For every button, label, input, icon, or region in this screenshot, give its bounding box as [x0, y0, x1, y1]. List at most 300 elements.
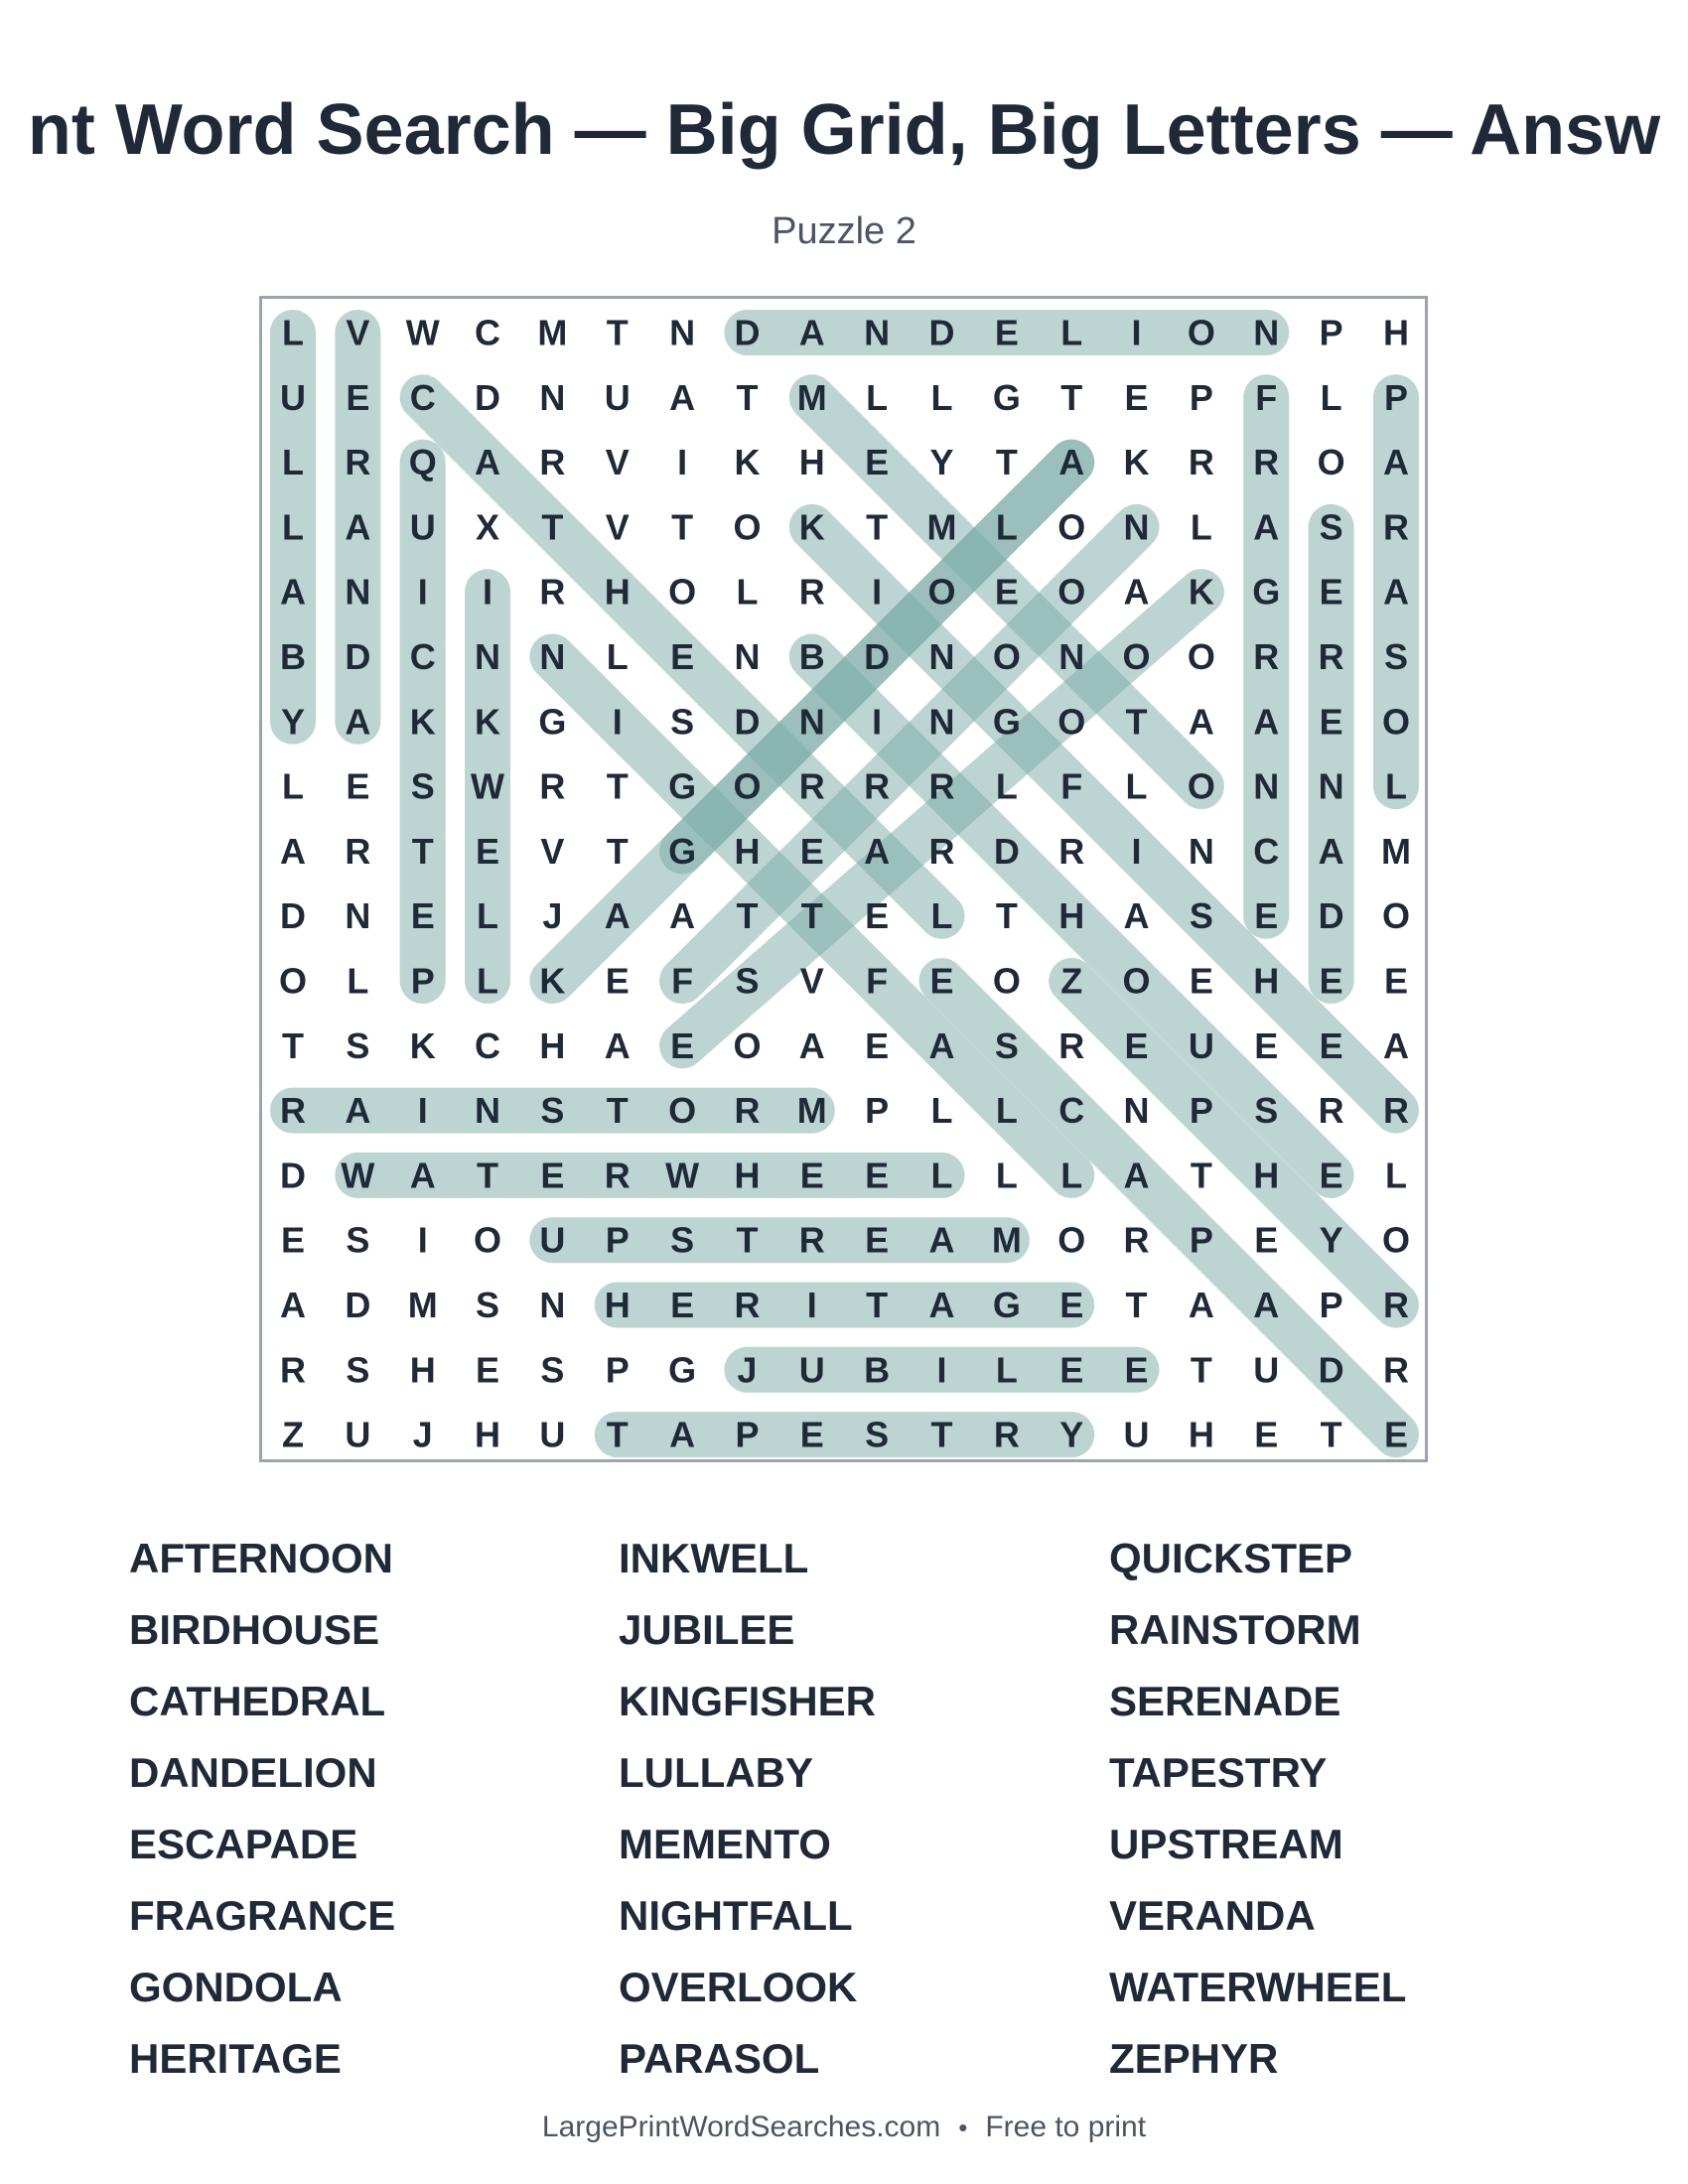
- grid-cell: K: [1123, 442, 1150, 483]
- word-list-item: KINGFISHER: [619, 1678, 877, 1724]
- grid-cell: U: [539, 1219, 566, 1261]
- grid-cell: R: [604, 1155, 631, 1196]
- grid-cell: G: [668, 830, 697, 872]
- grid-cell: S: [1383, 636, 1408, 677]
- grid-cell: G: [1252, 571, 1281, 613]
- grid-cell: U: [1188, 1024, 1214, 1066]
- grid-cell: M: [926, 506, 957, 548]
- grid-cell: I: [1131, 830, 1142, 872]
- grid-cell: U: [604, 376, 631, 418]
- grid-cell: A: [475, 442, 501, 483]
- grid-cell: D: [280, 895, 306, 937]
- grid-cell: U: [798, 1349, 825, 1391]
- grid-cell: I: [872, 701, 883, 743]
- grid-cell: A: [1123, 895, 1150, 937]
- grid-cell: H: [539, 1024, 566, 1066]
- grid-cell: A: [280, 830, 306, 872]
- grid-cell: E: [1383, 960, 1408, 1002]
- grid-cell: J: [542, 895, 563, 937]
- grid-cell: T: [606, 312, 629, 353]
- grid-cell: A: [669, 1414, 696, 1455]
- word-list-item: ESCAPADE: [129, 1821, 358, 1867]
- grid-cell: I: [483, 571, 493, 613]
- grid-cell: E: [1383, 1414, 1408, 1455]
- grid-cell: Z: [1060, 960, 1083, 1002]
- grid-cell: P: [1383, 376, 1408, 418]
- grid-cell: O: [992, 636, 1021, 677]
- grid-cell: R: [1123, 1219, 1150, 1261]
- word-list-item: NIGHTFALL: [619, 1892, 853, 1939]
- grid-cell: T: [606, 1090, 629, 1132]
- grid-cell: V: [799, 960, 824, 1002]
- grid-cell: F: [866, 960, 889, 1002]
- grid-cell: N: [345, 571, 371, 613]
- grid-cell: L: [1190, 506, 1212, 548]
- grid-cell: R: [280, 1349, 306, 1391]
- grid-cell: O: [733, 765, 762, 807]
- grid-cell: D: [1318, 1349, 1344, 1391]
- grid-cell: N: [734, 636, 761, 677]
- grid-cell: I: [806, 1285, 817, 1325]
- grid-cell: A: [928, 1024, 955, 1066]
- grid-cell: O: [1057, 1219, 1086, 1261]
- grid-cell: H: [734, 830, 761, 872]
- word-list-item: GONDOLA: [129, 1964, 343, 2010]
- grid-cell: T: [606, 830, 629, 872]
- grid-cell: F: [671, 960, 694, 1002]
- grid-cell: R: [734, 1285, 761, 1325]
- grid-cell: U: [1253, 1349, 1280, 1391]
- grid-cell: L: [1384, 765, 1407, 807]
- grid-cell: I: [417, 571, 428, 613]
- grid-cell: T: [606, 1414, 629, 1455]
- grid-cell: I: [417, 1219, 428, 1261]
- grid-cell: Y: [929, 442, 954, 483]
- word-list-item: JUBILEE: [619, 1606, 795, 1653]
- grid-cell: C: [475, 1024, 501, 1066]
- grid-cell: N: [1058, 636, 1085, 677]
- grid-cell: G: [538, 701, 567, 743]
- grid-cell: E: [1319, 1024, 1343, 1066]
- grid-cell: A: [604, 1024, 631, 1066]
- grid-cell: J: [737, 1349, 758, 1391]
- grid-cell: T: [541, 506, 564, 548]
- footer-note: Free to print: [985, 2111, 1147, 2143]
- grid-cell: D: [928, 312, 955, 353]
- grid-cell: E: [865, 895, 890, 937]
- grid-cell: B: [798, 636, 825, 677]
- grid-cell: A: [669, 376, 696, 418]
- grid-cell: K: [409, 701, 436, 743]
- grid-cell: P: [1189, 1090, 1213, 1132]
- grid-cell: O: [668, 1090, 697, 1132]
- grid-cell: N: [928, 636, 955, 677]
- grid-cell: O: [733, 506, 762, 548]
- grid-cell: H: [604, 571, 631, 613]
- grid-cell: E: [670, 1285, 695, 1325]
- grid-cell: L: [282, 312, 304, 353]
- grid-cell: A: [1253, 1285, 1280, 1325]
- grid-cell: E: [1254, 1414, 1279, 1455]
- grid-cell: N: [1188, 830, 1214, 872]
- grid-cell: U: [1123, 1414, 1150, 1455]
- grid-cell: A: [1253, 506, 1280, 548]
- grid-cell: H: [409, 1349, 436, 1391]
- grid-cell: F: [1060, 765, 1083, 807]
- grid-cell: A: [1382, 571, 1409, 613]
- grid-cell: W: [471, 765, 505, 807]
- grid-cell: H: [475, 1414, 501, 1455]
- grid-cell: M: [796, 376, 827, 418]
- grid-cell: A: [928, 1285, 955, 1325]
- grid-cell: M: [537, 312, 568, 353]
- grid-cell: L: [995, 1349, 1018, 1391]
- grid-cell: A: [669, 895, 696, 937]
- grid-cell: E: [1319, 1155, 1343, 1196]
- grid-cell: S: [735, 960, 760, 1002]
- grid-cell: T: [1060, 376, 1083, 418]
- grid-cell: A: [1188, 701, 1214, 743]
- grid-cell: D: [345, 1285, 371, 1325]
- grid-cell: A: [864, 830, 891, 872]
- grid-cell: P: [1319, 312, 1343, 353]
- grid-cell: E: [994, 571, 1019, 613]
- grid-cell: O: [1122, 960, 1151, 1002]
- grid-cell: Z: [282, 1414, 304, 1455]
- grid-cell: T: [866, 1285, 889, 1325]
- grid-cell: A: [1188, 1285, 1214, 1325]
- grid-cell: D: [734, 701, 761, 743]
- grid-cell: R: [928, 830, 955, 872]
- grid-cell: K: [798, 506, 825, 548]
- grid-cell: N: [798, 701, 825, 743]
- grid-cell: E: [280, 1219, 306, 1261]
- grid-cell: H: [734, 1155, 761, 1196]
- grid-cell: O: [1381, 1219, 1410, 1261]
- grid-cell: L: [1060, 312, 1083, 353]
- grid-cell: T: [671, 506, 694, 548]
- grid-cell: O: [1122, 636, 1151, 677]
- grid-cell: O: [927, 571, 956, 613]
- grid-cell: S: [540, 1090, 565, 1132]
- word-list-item: CATHEDRAL: [129, 1678, 386, 1724]
- grid-cell: P: [605, 1349, 630, 1391]
- grid-cell: A: [345, 701, 371, 743]
- grid-cell: C: [1058, 1090, 1085, 1132]
- grid-cell: T: [1125, 701, 1148, 743]
- grid-cell: A: [280, 571, 306, 613]
- grid-cell: O: [668, 571, 697, 613]
- grid-cell: K: [409, 1024, 436, 1066]
- grid-cell: A: [345, 1090, 371, 1132]
- grid-cell: O: [1381, 895, 1410, 937]
- grid-cell: A: [1253, 701, 1280, 743]
- grid-cell: V: [605, 506, 630, 548]
- grid-cell: R: [1188, 442, 1214, 483]
- grid-cell: A: [1382, 442, 1409, 483]
- word-list-item: UPSTREAM: [1109, 1821, 1343, 1867]
- grid-cell: R: [1382, 1285, 1409, 1325]
- grid-cell: K: [1188, 571, 1214, 613]
- grid-cell: E: [929, 960, 954, 1002]
- grid-cell: H: [604, 1285, 631, 1325]
- grid-cell: T: [606, 765, 629, 807]
- footer-site-link[interactable]: LargePrintWordSearches.com: [541, 2111, 941, 2143]
- grid-cell: L: [282, 442, 304, 483]
- grid-cell: G: [992, 701, 1021, 743]
- grid-cell: Y: [1059, 1414, 1084, 1455]
- grid-cell: T: [736, 895, 759, 937]
- grid-cell: C: [475, 312, 501, 353]
- grid-cell: H: [1188, 1414, 1214, 1455]
- grid-cell: R: [1318, 1090, 1344, 1132]
- grid-cell: S: [346, 1024, 370, 1066]
- grid-cell: S: [476, 1285, 500, 1325]
- word-list-item: SERENADE: [1109, 1678, 1341, 1724]
- grid-cell: G: [668, 1349, 697, 1391]
- word-list: [0, 1529, 1688, 2085]
- grid-cell: C: [409, 376, 436, 418]
- grid-cell: E: [1319, 701, 1343, 743]
- grid-cell: S: [865, 1414, 890, 1455]
- grid-cell: I: [872, 571, 883, 613]
- grid-cell: R: [864, 765, 891, 807]
- grid-cell: D: [475, 376, 501, 418]
- grid-cell: U: [409, 506, 436, 548]
- grid-cell: Q: [408, 442, 437, 483]
- grid-cell: R: [1382, 1090, 1409, 1132]
- grid-cell: A: [1382, 1024, 1409, 1066]
- grid-cell: H: [1382, 312, 1409, 353]
- grid-cell: E: [1254, 1024, 1279, 1066]
- grid-cell: T: [995, 895, 1018, 937]
- grid-cell: I: [936, 1349, 947, 1391]
- grid-cell: R: [1253, 442, 1280, 483]
- grid-cell: E: [670, 636, 695, 677]
- grid-cell: W: [665, 1155, 700, 1196]
- grid-cell: M: [407, 1285, 438, 1325]
- grid-cell: E: [799, 1155, 824, 1196]
- grid-cell: P: [865, 1090, 890, 1132]
- grid-cell: T: [736, 376, 759, 418]
- grid-cell: E: [1124, 1024, 1149, 1066]
- grid-cell: R: [993, 1414, 1020, 1455]
- grid-cell: D: [345, 636, 371, 677]
- grid-cell: A: [928, 1219, 955, 1261]
- grid-cell: A: [1123, 571, 1150, 613]
- grid-cell: E: [1124, 376, 1149, 418]
- grid-cell: E: [476, 830, 500, 872]
- grid-cell: P: [605, 1219, 630, 1261]
- grid-cell: O: [1057, 506, 1086, 548]
- grid-cell: V: [346, 312, 370, 353]
- grid-cell: E: [1059, 1349, 1084, 1391]
- grid-cell: O: [992, 960, 1021, 1002]
- grid-cell: O: [1187, 312, 1215, 353]
- grid-cell: I: [677, 442, 688, 483]
- grid-cell: T: [1125, 1285, 1148, 1325]
- grid-cell: A: [1058, 442, 1085, 483]
- grid-cell: N: [864, 312, 891, 353]
- grid-cell: C: [1253, 830, 1280, 872]
- grid-cell: A: [604, 895, 631, 937]
- grid-cell: R: [539, 442, 566, 483]
- word-list-item: MEMENTO: [619, 1821, 831, 1867]
- word-list-item: HERITAGE: [129, 2035, 342, 2082]
- grid-cell: S: [540, 1349, 565, 1391]
- grid-cell: E: [865, 442, 890, 483]
- grid-cell: A: [280, 1285, 306, 1325]
- grid-cell: S: [1319, 506, 1343, 548]
- word-list-column-3: [1109, 1529, 1586, 2101]
- grid-cell: P: [1319, 1285, 1343, 1325]
- grid-cell: L: [1060, 1155, 1083, 1196]
- word-list-item: LULLABY: [619, 1749, 813, 1796]
- grid-cell: T: [477, 1155, 499, 1196]
- grid-cell: N: [1123, 506, 1150, 548]
- grid-cell: L: [477, 960, 499, 1002]
- grid-cell: D: [993, 830, 1020, 872]
- word-list-column-1: [129, 1529, 606, 2101]
- grid-cell: R: [539, 571, 566, 613]
- word-list-item: OVERLOOK: [619, 1964, 858, 2010]
- grid-cell: E: [540, 1155, 565, 1196]
- grid-cell: U: [280, 376, 306, 418]
- grid-cell: N: [1253, 312, 1280, 353]
- grid-cell: M: [796, 1090, 827, 1132]
- grid-cell: R: [1058, 830, 1085, 872]
- grid-cell: T: [800, 895, 823, 937]
- grid-cell: E: [1254, 1219, 1279, 1261]
- answer-highlights: [293, 333, 1396, 1434]
- grid-cell: H: [798, 442, 825, 483]
- grid-cell: X: [476, 506, 500, 548]
- grid-cell: S: [1189, 895, 1213, 937]
- grid-cell: E: [865, 1024, 890, 1066]
- grid-cell: P: [735, 1414, 760, 1455]
- grid-cell: R: [280, 1090, 306, 1132]
- grid-cell: D: [280, 1155, 306, 1196]
- grid-cell: N: [669, 312, 696, 353]
- grid-cell: L: [930, 1090, 953, 1132]
- word-list-column-2: [619, 1529, 1095, 2101]
- grid-cell: N: [475, 1090, 501, 1132]
- grid-cell: L: [995, 506, 1018, 548]
- grid-cell: J: [412, 1414, 433, 1455]
- grid-cell: M: [1380, 830, 1411, 872]
- grid-cell: E: [1319, 960, 1343, 1002]
- word-list-item: QUICKSTEP: [1109, 1535, 1353, 1581]
- grid-cell: F: [1255, 376, 1278, 418]
- grid-cell: E: [670, 1024, 695, 1066]
- grid-cell: O: [278, 960, 308, 1002]
- grid-cell: U: [539, 1414, 566, 1455]
- grid-cell: R: [798, 571, 825, 613]
- grid-cell: O: [474, 1219, 502, 1261]
- grid-cell: E: [799, 1414, 824, 1455]
- grid-cell: B: [280, 636, 306, 677]
- word-list-item: RAINSTORM: [1109, 1606, 1361, 1653]
- grid-cell: E: [994, 312, 1019, 353]
- grid-cell: O: [1187, 636, 1215, 677]
- grid-cell: T: [930, 1414, 953, 1455]
- grid-cell: E: [1189, 960, 1213, 1002]
- grid-cell: S: [410, 765, 435, 807]
- grid-cell: A: [345, 506, 371, 548]
- grid-cell: O: [1057, 701, 1086, 743]
- grid-cell: L: [1320, 376, 1342, 418]
- grid-cell: E: [799, 830, 824, 872]
- grid-cell: L: [995, 765, 1018, 807]
- grid-cell: O: [1317, 442, 1345, 483]
- grid-cell: A: [798, 1024, 825, 1066]
- grid-cell: E: [1254, 895, 1279, 937]
- grid-cell: L: [866, 376, 889, 418]
- grid-cell: R: [928, 765, 955, 807]
- grid-cell: S: [670, 701, 695, 743]
- grid-cell: O: [1381, 701, 1410, 743]
- word-list-item: WATERWHEEL: [1109, 1964, 1407, 2010]
- grid-cell: T: [282, 1024, 304, 1066]
- grid-cell: E: [865, 1155, 890, 1196]
- grid-cell: L: [606, 636, 629, 677]
- grid-cell: W: [405, 312, 440, 353]
- grid-cell: I: [417, 1090, 428, 1132]
- grid-cell: G: [668, 765, 697, 807]
- grid-cell: B: [864, 1349, 891, 1391]
- grid-cell: A: [798, 312, 825, 353]
- grid-cell: I: [1131, 312, 1142, 353]
- grid-cell: L: [736, 571, 759, 613]
- grid-cell: P: [1189, 376, 1213, 418]
- grid-cell: T: [1190, 1349, 1212, 1391]
- grid-cell: V: [605, 442, 630, 483]
- grid-cell: A: [409, 1155, 436, 1196]
- grid-cell: I: [612, 701, 623, 743]
- grid-cell: L: [930, 1155, 953, 1196]
- grid-cell: L: [1125, 765, 1148, 807]
- grid-cell: L: [282, 506, 304, 548]
- grid-cell: E: [1059, 1285, 1084, 1325]
- grid-cell: N: [539, 636, 566, 677]
- grid-cell: G: [992, 1285, 1021, 1325]
- grid-cell: T: [995, 442, 1018, 483]
- grid-cell: N: [475, 636, 501, 677]
- grid-cell: C: [409, 636, 436, 677]
- word-search-grid: [259, 296, 1428, 1462]
- grid-cell: P: [1189, 1219, 1213, 1261]
- grid-cell: N: [1253, 765, 1280, 807]
- grid-cell: R: [1253, 636, 1280, 677]
- word-list-item: TAPESTRY: [1109, 1749, 1328, 1796]
- grid-cell: G: [992, 376, 1021, 418]
- grid-cell: S: [346, 1349, 370, 1391]
- grid-cell: N: [1318, 765, 1344, 807]
- grid-cell: N: [345, 895, 371, 937]
- grid-cell: L: [1384, 1155, 1407, 1196]
- grid-cell: E: [1124, 1349, 1149, 1391]
- grid-cell: L: [995, 1155, 1018, 1196]
- grid-cell: A: [1123, 1155, 1150, 1196]
- grid-cell: R: [1382, 506, 1409, 548]
- grid-cell: R: [1058, 1024, 1085, 1066]
- grid-cell: R: [798, 765, 825, 807]
- grid-cell: M: [991, 1219, 1022, 1261]
- grid-cell: S: [994, 1024, 1019, 1066]
- word-list-item: INKWELL: [619, 1535, 809, 1581]
- grid-cell: O: [1057, 571, 1086, 613]
- grid-cell: Y: [1319, 1219, 1343, 1261]
